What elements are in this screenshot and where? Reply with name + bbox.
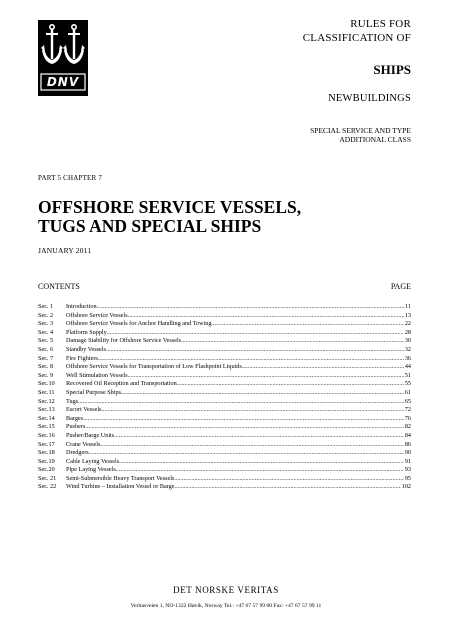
toc-dot-leader — [78, 398, 404, 407]
toc-section-title: Special Purpose Ships — [66, 388, 121, 396]
toc-dot-leader — [128, 312, 404, 321]
rules-line-2: CLASSIFICATION OF — [302, 32, 411, 44]
toc-section-title: Fire Fighters — [66, 354, 98, 362]
toc-row[interactable] — [38, 303, 411, 312]
toc-row[interactable] — [38, 423, 411, 432]
toc-dot-leader — [181, 337, 404, 346]
toc-section-title: Standby Vessels — [66, 345, 106, 353]
toc-section-number: Sec. 1 — [38, 303, 54, 310]
toc-page-number: 86 — [404, 440, 411, 448]
toc-page-number: 93 — [404, 466, 411, 474]
toc-section-number: Sec.19 — [38, 457, 55, 465]
toc-dot-leader — [83, 415, 404, 424]
toc-section-title: Tugs — [66, 397, 79, 405]
toc-section-title: Wind Turbine – Installation Vessel or Barge — [66, 483, 175, 491]
toc-dot-leader — [174, 475, 403, 484]
toc-page-number: 30 — [404, 337, 411, 345]
toc-section-title: Offshore Service Vessels — [66, 311, 128, 319]
toc-section-number: Sec.10 — [38, 380, 55, 388]
toc-row[interactable] — [38, 398, 411, 407]
dnv-logo — [38, 20, 88, 96]
toc-section-number: Sec. 5 — [38, 337, 54, 345]
toc-section-number: Sec. 22 — [38, 483, 57, 491]
toc-section-title: Introduction — [66, 303, 97, 310]
part-chapter: PART 5 CHAPTER 7 — [38, 174, 103, 182]
toc-row[interactable] — [38, 346, 411, 355]
toc-dot-leader — [128, 372, 404, 381]
toc-page-number: 32 — [404, 345, 411, 353]
toc-page-number: 44 — [404, 363, 411, 371]
toc-row[interactable] — [38, 320, 411, 329]
toc-section-title: Pushers — [66, 423, 86, 431]
special-line-1: SPECIAL SERVICE AND TYPE — [310, 126, 411, 135]
toc-dot-leader — [177, 380, 404, 389]
toc-page-number: 90 — [404, 449, 411, 457]
toc-page-number: 51 — [404, 371, 411, 379]
toc-section-number: Sec.20 — [38, 466, 55, 474]
toc-section-number: Sec.13 — [38, 406, 55, 414]
toc-section-number: Sec. 8 — [38, 363, 54, 371]
toc-section-number: Sec. 2 — [38, 311, 54, 319]
toc-section-title: Damage Stability for Offshore Service Vessels — [66, 337, 182, 345]
toc-section-number: Sec.15 — [38, 423, 55, 431]
toc-section-title: Well Stimulation Vessels — [66, 371, 128, 379]
toc-dot-leader — [89, 449, 404, 458]
toc-section-title: Dredgers — [66, 449, 89, 457]
toc-row[interactable] — [38, 355, 411, 364]
document-title — [38, 198, 398, 236]
toc-page-number: 82 — [404, 423, 411, 431]
toc-row[interactable] — [38, 415, 411, 424]
toc-section-number: Sec. 21 — [38, 474, 57, 482]
toc-dot-leader — [242, 363, 404, 372]
title-line-1: OFFSHORE SERVICE VESSELS, — [38, 197, 302, 217]
toc-section-title: Recovered Oil Reception and Transportation — [66, 380, 177, 388]
special-line-2: ADDITIONAL CLASS — [339, 135, 411, 144]
rules-line-1: RULES FOR — [350, 18, 411, 30]
toc-section-title: Escort Vessels — [66, 406, 102, 414]
toc-section-title: Offshore Service Vessels for Anchor Handling and Towing — [66, 320, 212, 328]
toc-dot-leader — [116, 466, 404, 475]
toc-dot-leader — [97, 303, 404, 312]
toc-page-number: 22 — [404, 320, 411, 328]
toc-dot-leader — [107, 329, 404, 338]
title-line-2: TUGS AND SPECIAL SHIPS — [38, 216, 262, 236]
toc-section-number: Sec.11 — [38, 388, 55, 396]
toc-dot-leader — [121, 389, 404, 398]
toc-section-number: Sec. 9 — [38, 371, 54, 379]
rules-for-heading — [231, 17, 411, 45]
toc-page-number: 28 — [404, 328, 411, 336]
toc-row[interactable] — [38, 466, 411, 475]
toc-row[interactable] — [38, 458, 411, 467]
toc-dot-leader — [119, 458, 404, 467]
toc-row[interactable] — [38, 363, 411, 372]
toc-section-number: Sec. 4 — [38, 328, 54, 336]
toc-section-number: Sec.14 — [38, 414, 55, 422]
toc-dot-leader — [101, 406, 403, 415]
toc-row[interactable] — [38, 329, 411, 338]
special-service-heading — [211, 126, 411, 144]
toc-section-title: Semi-Submersible Heavy Transport Vessels — [66, 474, 175, 482]
toc-page-number: 55 — [404, 380, 411, 388]
toc-dot-leader — [174, 483, 400, 492]
toc-section-number: Sec.16 — [38, 431, 55, 439]
toc-section-title: Pusher/Barge Units — [66, 431, 115, 439]
toc-page-number: 11 — [405, 303, 411, 310]
publication-date: JANUARY 2011 — [38, 246, 92, 255]
toc-section-number: Sec. 7 — [38, 354, 54, 362]
toc-row[interactable] — [38, 449, 411, 458]
toc-row[interactable] — [38, 441, 411, 450]
toc-section-title: Barges — [66, 414, 84, 422]
toc-row[interactable] — [38, 380, 411, 389]
toc-section-title: Offshore Service Vessels for Transportation of Low Flashpoint Liquids — [66, 363, 242, 371]
toc-dot-leader — [114, 432, 404, 441]
toc-page-number: 13 — [404, 311, 411, 319]
toc-page-number: 84 — [404, 431, 411, 439]
ships-heading: SHIPS — [373, 62, 411, 77]
page-label: PAGE — [390, 282, 411, 291]
toc-section-number: Sec.18 — [38, 449, 55, 457]
toc-section-number: Sec. 3 — [38, 320, 54, 328]
toc-row[interactable] — [38, 432, 411, 441]
toc-page-number: 102 — [401, 483, 411, 491]
footer-organization: DET NORSKE VERITAS — [173, 585, 279, 595]
toc-page-number: 95 — [404, 474, 411, 482]
toc-page-number: 65 — [404, 397, 411, 405]
logo-text: DNV — [46, 75, 80, 89]
toc-row[interactable] — [38, 312, 411, 321]
toc-row[interactable] — [38, 389, 411, 398]
contents-label: CONTENTS — [38, 282, 80, 291]
toc-page-number: 72 — [404, 406, 411, 414]
newbuildings-heading: NEWBUILDINGS — [328, 93, 411, 104]
table-of-contents — [38, 303, 411, 492]
toc-row[interactable] — [38, 337, 411, 346]
toc-section-title: Platform Supply — [66, 328, 107, 336]
toc-row[interactable] — [38, 475, 411, 484]
toc-section-title: Pipe Laying Vessels — [66, 466, 116, 474]
toc-section-title: Crane Vessels — [66, 440, 101, 448]
footer-address: Veritasveien 1, NO-1322 Høvik, Norway Tel.: +47 67 57 99 00 Fax: +47 67 57 99 11 — [130, 603, 322, 609]
toc-dot-leader — [100, 441, 403, 450]
toc-section-number: Sec. 6 — [38, 345, 54, 353]
toc-dot-leader — [211, 320, 403, 329]
toc-dot-leader — [98, 355, 404, 364]
toc-dot-leader — [85, 423, 404, 432]
toc-row[interactable] — [38, 406, 411, 415]
toc-row[interactable] — [38, 483, 411, 492]
toc-row[interactable] — [38, 372, 411, 381]
toc-page-number: 91 — [404, 457, 411, 465]
toc-section-number: Sec.17 — [38, 440, 55, 448]
toc-dot-leader — [106, 346, 404, 355]
toc-page-number: 76 — [404, 414, 411, 422]
toc-page-number: 36 — [404, 354, 411, 362]
toc-section-number: Sec.12 — [38, 397, 55, 405]
toc-page-number: 61 — [404, 388, 411, 396]
toc-section-title: Cable Laying Vessels — [66, 457, 120, 465]
